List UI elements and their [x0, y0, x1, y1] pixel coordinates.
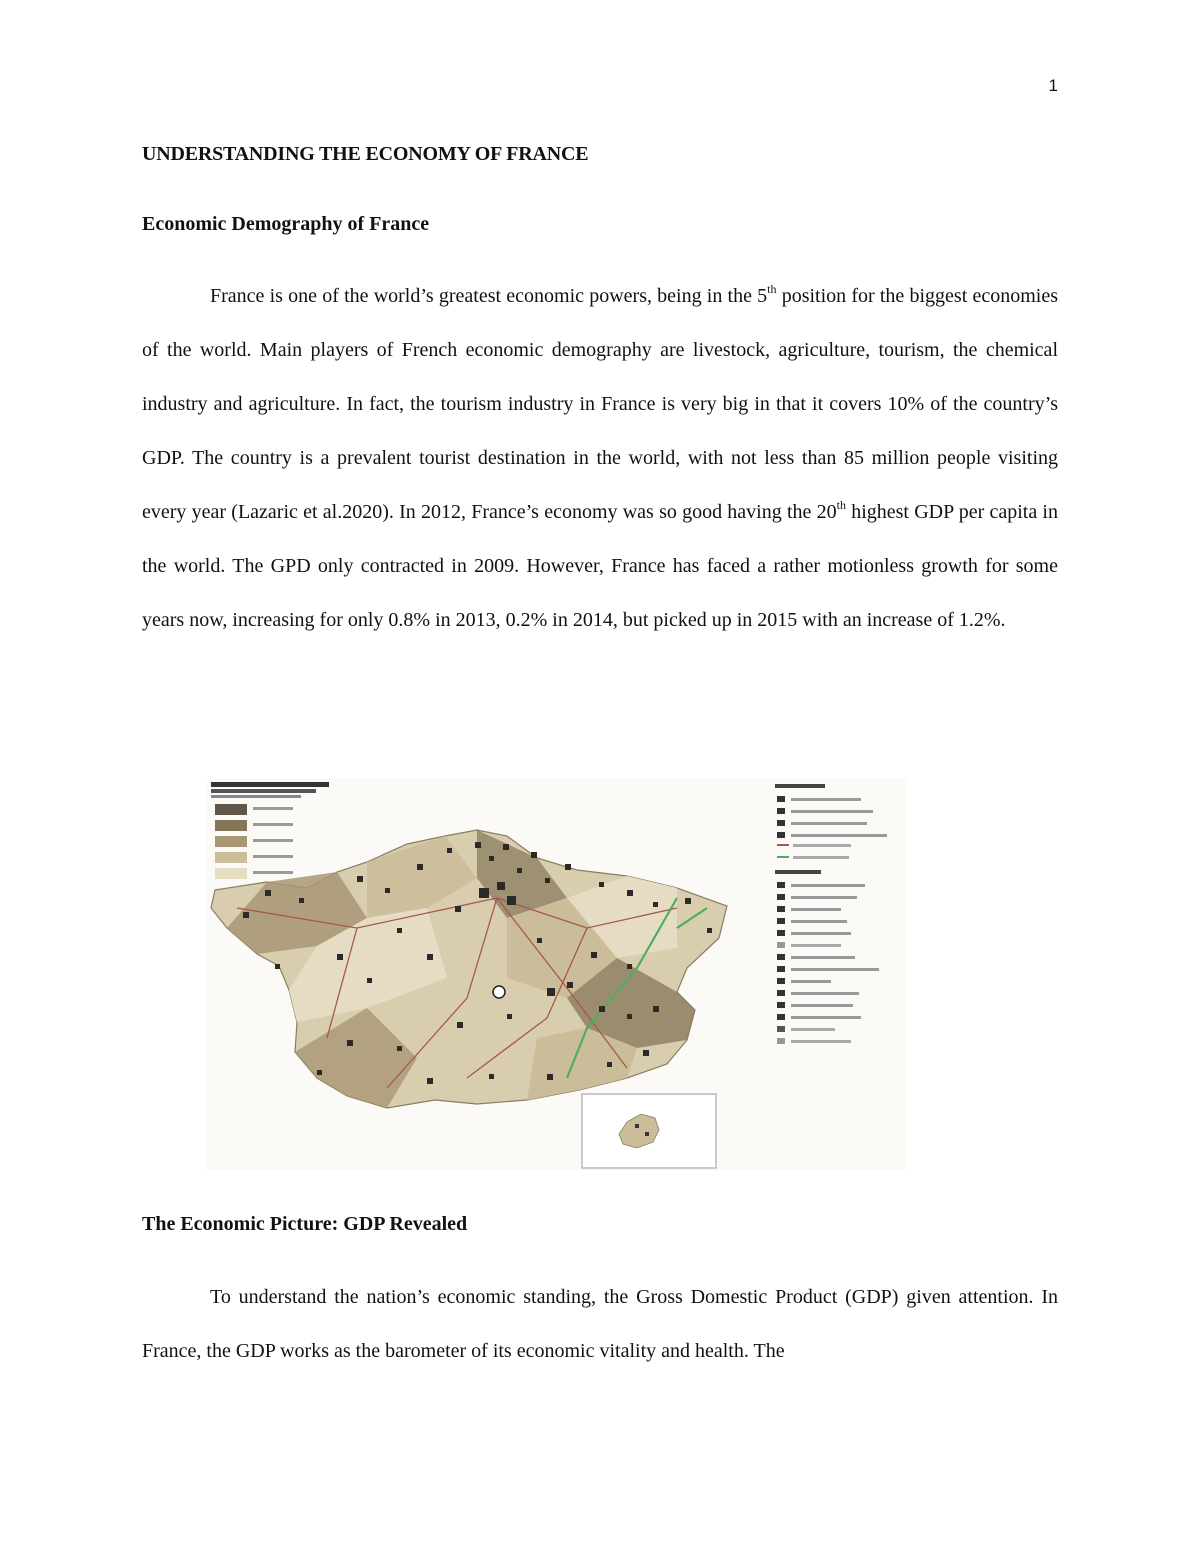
map-city-marker [493, 986, 505, 998]
economic-map-figure [207, 778, 907, 1170]
superscript: th [767, 282, 777, 296]
map-legend-right [775, 784, 887, 1044]
paragraph-text: To understand the nation’s economic standing, the Gross Domestic Product (GDP) given attention. In France, the GDP works as the barometer of its economic vitality and health. The [142, 1286, 1058, 1362]
paragraph-demography [142, 269, 1058, 647]
superscript: th [836, 498, 846, 512]
document-title: UNDERSTANDING THE ECONOMY OF FRANCE [142, 143, 589, 165]
section-heading-demography: Economic Demography of France [142, 213, 430, 235]
paragraph-text: highest GDP per capita in the world. The GPD only contracted in 2009. However, France has faced a rather motionless growth for some years now, increasing for only 0.8% in 2013, 0.2% in 2014, but picked up in 2015 with an increase of 1.2%. [142, 501, 1058, 631]
page-number: 1 [1048, 76, 1058, 95]
paragraph-text: position for the biggest economies of the world. Main players of French economic demography are livestock, agriculture, tourism, the chemical industry and agriculture. In fact, the tourism industry in France is very big in that it covers 10% of the country’s GDP. The country is a prevalent tourist destination in the world, with not less than 85 million people visiting every year (Lazaric et al.2020). In 2012, France’s economy was so good having the 20 [142, 285, 1058, 523]
map-illustration [207, 778, 907, 1170]
corsica-inset [582, 1094, 716, 1168]
paragraph-gdp [142, 1270, 1058, 1378]
paragraph-text: France is one of the world’s greatest economic powers, being in the 5 [210, 285, 768, 307]
map-legend-left [211, 782, 329, 879]
section-heading-gdp: The Economic Picture: GDP Revealed [142, 1213, 468, 1235]
